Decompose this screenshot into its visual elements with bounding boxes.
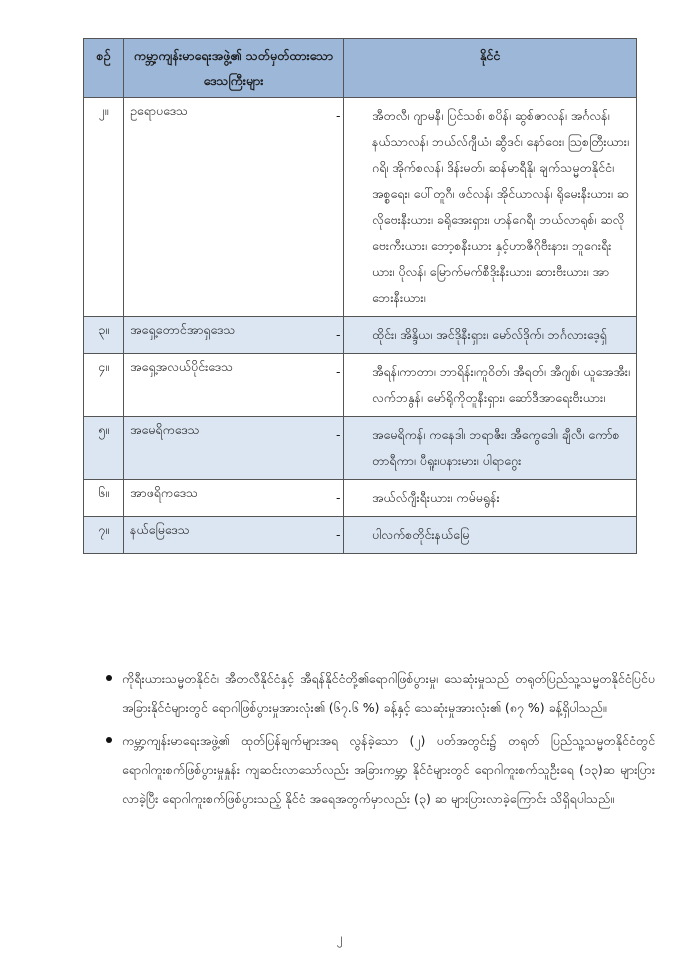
- bullet-item: [100, 726, 655, 813]
- row-number: ၂။: [84, 98, 124, 317]
- dash: -: [336, 364, 341, 379]
- table-row: [84, 417, 637, 480]
- region-name: နယ်မြေဒေသ: [124, 517, 344, 554]
- countries-list: အီရန်၊ကာတာ၊ ဘာရိန်း၊ကူဝိတ်၊ အီရတ်၊ အီဂျစ်၊ ယူအေအီး၊ လက်ဘနွန်၊ မော်ရိုကိုတူနီးရှား၊ ဆော်ဒီအာရေးဗီးယား၊: [372, 364, 630, 405]
- header-no: စဉ်: [84, 39, 124, 98]
- row-number: ၃။: [84, 317, 124, 354]
- table-row: [84, 354, 637, 417]
- countries-cell: [336, 517, 637, 554]
- countries-cell: [336, 417, 637, 480]
- bullet-item: [100, 664, 655, 722]
- region-name: အမေရိကဒေသ: [124, 417, 344, 480]
- table-header-row: [84, 39, 637, 98]
- table-row: [84, 317, 637, 354]
- dash: -: [336, 427, 341, 442]
- countries-list: ထိုင်း၊ အိန္ဒိယ၊ အင်ဒိုနီးရှား၊ မော်လ်ဒိုက်၊ ဘင်္ဂလားဒေ့ရှ်: [372, 327, 607, 342]
- regions-table: [83, 38, 637, 554]
- countries-list: အယ်လ်ဂျီးရီးယား၊ ကမ်မရွန်း: [372, 490, 500, 505]
- row-number: ၄။: [84, 354, 124, 417]
- summary-bullets: [100, 664, 655, 817]
- region-name: ဥရောပဒေသ: [124, 98, 344, 317]
- countries-list: အီတလီ၊ ဂျာမနီ၊ ပြင်သစ်၊ စပိန်၊ ဆွစ်ဇာလန်၊ အင်္ဂလန်၊ နယ်သာလန်၊ ဘယ်လ်ဂျီယံ၊ ဆွီဒင်၊ နော်ဝေး၊ ဩစတြီးယား၊ ဂရိ၊ အိုက်စလန်၊ ဒိန်းမတ်၊ ဆန်မာရီနို၊ ချက်သမ္မတနိုင်ငံ၊ အစ္စရေး၊ ပေါ်တူဂီ၊ ဖင်လန်၊ အိုင်ယာလန်၊ ရိုမေးနီးယား၊ ဆလိုဗေးနီးယား၊ ခရိုအေးရှား၊ ဟန်ဂေရီ၊ ဘယ်လာရုစ်၊ ဆလိုဗေးကီးယား၊ ဘော့စနီးယား နှင့်ဟာဇီဂိုဗီးနား၊ ဘူဂေးရီးယား၊ ပိုလန်၊ မြောက်မက်စီဒိုးနီးယား၊ ဆားဗီးယား၊ အာဘေးနီးယား၊: [372, 108, 629, 305]
- bullet-dot-icon: [106, 737, 112, 743]
- bullet-text: ကိုရီးယားသမ္မတနိုင်ငံ၊ အီတလီနိုင်ငံနှင့် အီရန်နိုင်ငံတို့၏ရောဂါဖြစ်ပွားမှု၊ သေဆုံးမှုသည် တရုတ်ပြည်သူ့သမ္မတနိုင်ငံပြင်ပ အခြားနိုင်ငံများတွင် ရောဂါဖြစ်ပွားမှုအားလုံး၏ (၆၇.၆ %) ခန့်နှင့် သေဆုံးမှုအားလုံး၏ (၈၇ %) ခန့်ရှိပါသည်။: [122, 671, 655, 715]
- countries-list: ပါလက်စတိုင်းနယ်မြေ: [372, 527, 470, 542]
- countries-cell: [336, 317, 637, 354]
- countries-cell: [336, 354, 637, 417]
- header-countries: နိုင်ငံ: [344, 39, 637, 98]
- bullet-dot-icon: [106, 675, 112, 681]
- countries-cell: [336, 480, 637, 517]
- page-number: ၂: [336, 930, 343, 945]
- region-name: အရှေ့အလယ်ပိုင်းဒေသ: [124, 354, 344, 417]
- row-number: ၅။: [84, 417, 124, 480]
- table-row: [84, 517, 637, 554]
- table-row: [84, 480, 637, 517]
- region-name: အရှေ့တောင်အာရှဒေသ: [124, 317, 344, 354]
- countries-list: အမေရိကန်၊ ကနေဒါ၊ ဘရာဇီး၊ အီကွေဒေါ၊ ချီလီ၊ ကော်စတာရီကာ၊ ပီရူး၊ပနားမား၊ ပါရာဂွေး: [372, 427, 620, 468]
- dash: -: [336, 490, 341, 505]
- region-name: အာဖရိကဒေသ: [124, 480, 344, 517]
- row-number: ၇။: [84, 517, 124, 554]
- dash: -: [336, 108, 341, 123]
- table-row: [84, 98, 637, 317]
- dash: -: [336, 527, 341, 542]
- bullet-text: ကမ္ဘာ့ကျန်းမာရေးအဖွဲ့၏ ထုတ်ပြန်ချက်များအရ လွန်ခဲ့သော (၂) ပတ်အတွင်း၌ တရုတ် ပြည်သူ့သမ္မတနိုင်ငံတွင် ရောဂါကူးစက်ဖြစ်ပွားမှုနှုန်း ကျဆင်းလာသော်လည်း အခြားကမ္ဘာ့ နိုင်ငံများတွင် ရောဂါကူးစက်သူဦးရေ (၁၃)ဆ များပြားလာခဲ့ပြီး ရောဂါကူးစက်ဖြစ်ပွားသည့် နိုင်ငံ အရေအတွက်မှာလည်း (၃) ဆ များပြားလာခဲ့ကြောင်း သိရှိရပါသည်။: [122, 733, 655, 806]
- header-region: ကမ္ဘာ့ကျန်းမာရေးအဖွဲ့၏ သတ်မှတ်ထားသော ဒေသကြီးများ: [124, 39, 344, 98]
- row-number: ၆။: [84, 480, 124, 517]
- dash: -: [336, 327, 341, 342]
- countries-cell: [336, 98, 637, 317]
